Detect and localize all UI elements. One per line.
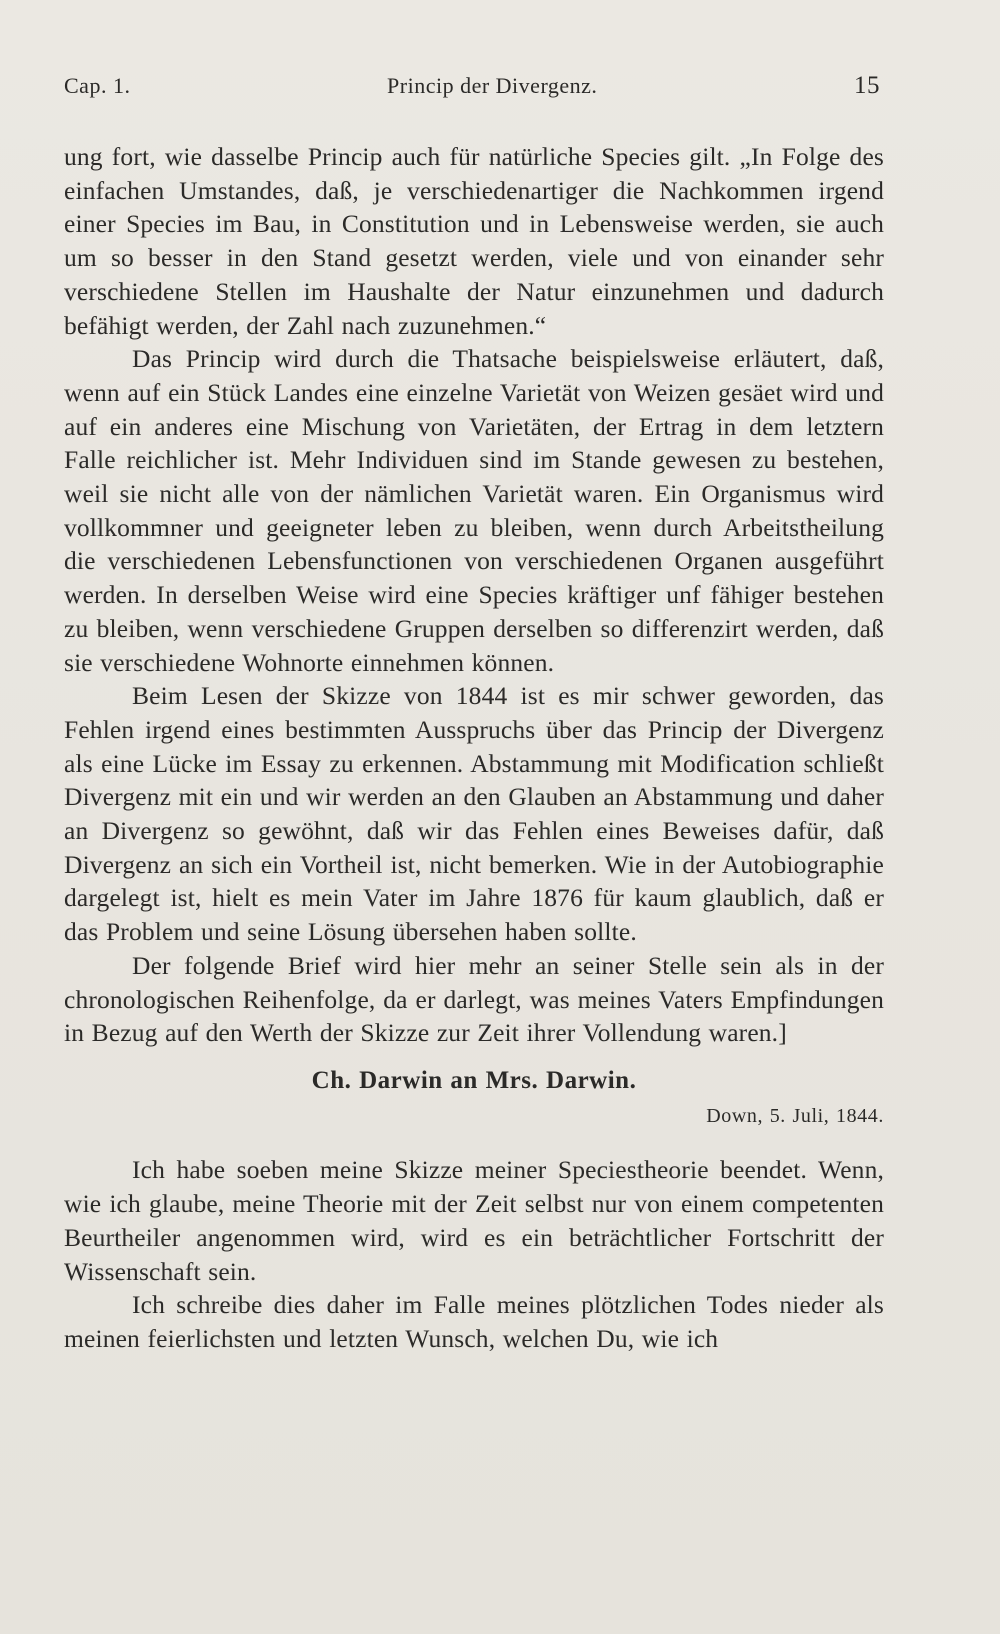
main-text	[64, 140, 884, 1356]
running-title: Princip der Divergenz.	[387, 73, 598, 98]
running-header	[64, 72, 884, 100]
letter-paragraph: Ich schreibe dies daher im Falle meines plötzlichen Todes nieder als meinen feierlichsten und letzten Wunsch, welchen Du, wie ich	[64, 1290, 884, 1353]
paragraph-continuation: ung fort, wie dasselbe Princip auch für natürliche Species gilt. „In Folge des einfachen Umstandes, daß, je verschiedenartiger die Nachkommen irgend einer Species im Bau, in Constitution und in Lebensweise werden, sie auch um so besser in den Stand gesetzt werden, viele und von einander sehr verschiedene Stellen im Haushalte der Natur einzunehmen und dadurch befähigt werden, der Zahl nach zuzunehmen.“	[64, 142, 884, 340]
letter-title: Ch. Darwin an Mrs. Darwin.	[311, 1066, 637, 1094]
paragraph: Beim Lesen der Skizze von 1844 ist es mir schwer geworden, das Fehlen irgend eines bestimmten Ausspruchs über das Princip der Divergenz als eine Lücke im Essay zu erkennen. Abstammung mit Modification schließt Divergenz mit ein und wir werden an den Glauben an Abstammung und daher an Divergenz so gewöhnt, daß wir das Fehlen eines Beweises dafür, daß Divergenz an sich ein Vortheil ist, nicht bemerken. Wie in der Autobiographie dargelegt ist, hielt es mein Vater im Jahre 1876 für kaum glaublich, daß er das Problem und seine Lösung übersehen haben sollte.	[64, 681, 884, 947]
paragraph: Das Princip wird durch die Thatsache beispielsweise erläutert, daß, wenn auf ein Stück Landes eine einzelne Varietät von Weizen gesäet wird und auf ein anderes eine Mischung von Varietäten, der Ertrag in dem letztern Falle reichlicher ist. Mehr Individuen sind im Stande gewesen zu bestehen, weil sie nicht alle von der nämlichen Varietät waren. Ein Organismus wird vollkommner und geeigneter leben zu bleiben, wenn durch Arbeitstheilung die verschiedenen Lebensfunctionen von verschiedenen Organen ausgeführt werden. In derselben Weise wird eine Species kräftiger unf fähiger bestehen zu bleiben, wenn verschiedene Gruppen derselben so differenzirt werden, daß sie verschiedene Wohnorte einnehmen können.	[64, 344, 884, 677]
page-number: 15	[853, 72, 880, 99]
chapter-label: Cap. 1.	[64, 73, 131, 98]
letter-paragraph: Ich habe soeben meine Skizze meiner Speciestheorie beendet. Wenn, wie ich glaube, meine Theorie mit der Zeit selbst nur von einem competenten Beurtheiler angenommen wird, wird es ein beträchtlicher Fortschritt der Wissenschaft sein.	[64, 1155, 884, 1286]
paragraph: Der folgende Brief wird hier mehr an seiner Stelle sein als in der chronologischen Reihenfolge, da er darlegt, was meines Vaters Empfindungen in Bezug auf den Werth der Skizze zur Zeit ihrer Vollendung waren.]	[64, 950, 884, 1048]
letter-dateline: Down, 5. Juli, 1844.	[706, 1104, 884, 1127]
